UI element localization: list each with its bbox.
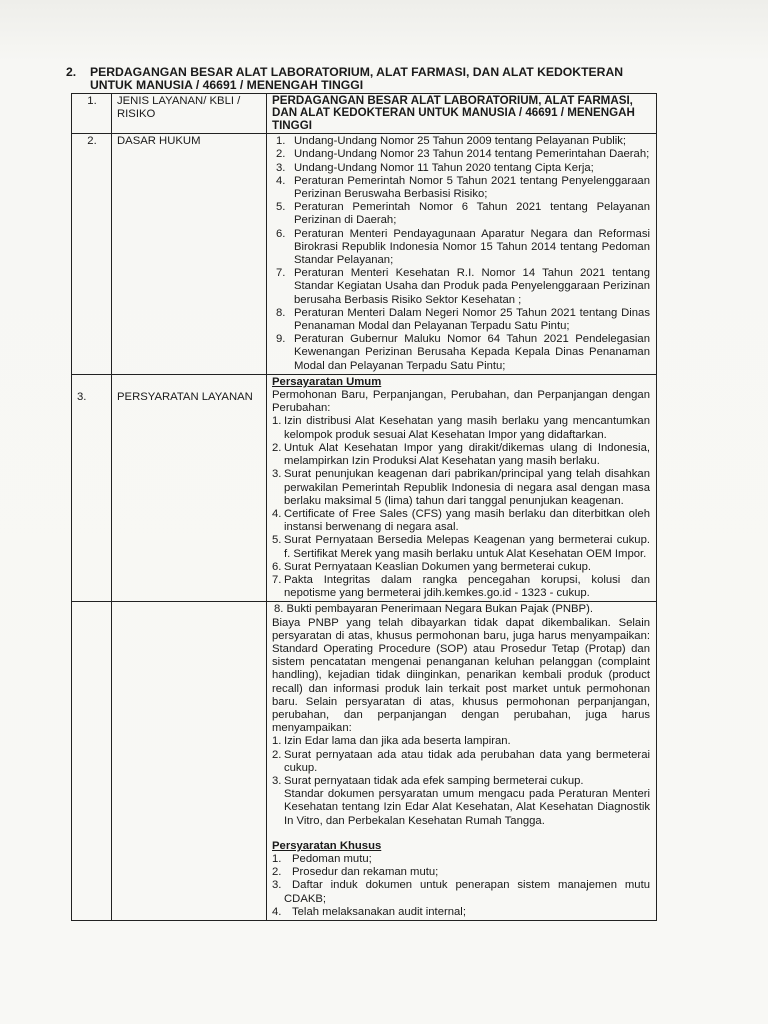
document-standard-note: Standar dokumen persyaratan umum mengacu pada Peraturan Menteri Kesehatan tentang Izin Edar Alat Kesehatan, Alat Kesehatan Diagnostik In Vitro, dan Perbekalan Kesehatan Rumah Tangga.: [284, 788, 650, 827]
list-item: 5. Peraturan Pemerintah Nomor 6 Tahun 2021 tentang Pelayanan Perizinan di Daerah;: [276, 201, 650, 227]
list-item: 2. Undang-Undang Nomor 23 Tahun 2014 tentang Pemerintahan Daerah;: [276, 148, 650, 161]
empty-cell: [72, 602, 112, 921]
section-title-line2: UNTUK MANUSIA / 46691 / MENENGAH TINGGI: [90, 78, 364, 92]
pnbp-paragraph: Biaya PNBP yang telah dibayarkan tidak dapat dikembalikan. Selain persyaratan di atas, khusus permohonan baru, juga harus menyampaikan: Standard Operating Procedure (SOP) atau Prosedur Tetap (Protap) dan sistem pencatatan mengenai penanganan keluhan pelanggan (complaint handling), kejadian tidak diinginkan, penarikan kembali produk (product recall) dan informasi produk lain terkait post market untuk permohonan baru. Selain persyaratan di atas, khusus permohonan perpanjangan, perubahan, dan perpanjangan dengan perubahan, juga harus menyampaikan:: [272, 616, 650, 735]
special-requirements-list: [272, 853, 650, 919]
list-item: 1. Izin distribusi Alat Kesehatan yang masih berlaku yang mencantumkan kelompok produk sesuai Alat Kesehatan Impor yang didaftarkan.: [272, 415, 650, 441]
requirements-intro: Permohonan Baru, Perpanjangan, Perubahan, dan Perpanjangan dengan Perubahan:: [272, 389, 650, 415]
list-item: 2. Surat pernyataan ada atau tidak ada perubahan data yang bermeterai cukup.: [272, 748, 650, 774]
service-standard-table: [71, 93, 657, 921]
list-item: 3. Surat pernyataan tidak ada efek samping bermeterai cukup.: [272, 774, 584, 787]
row-label: DASAR HUKUM: [112, 134, 267, 375]
row-label: PERSYARATAN LAYANAN: [112, 374, 267, 601]
table-row-requirements: [72, 374, 657, 601]
section-number: 2.: [66, 65, 77, 79]
row-number: 3.: [72, 374, 112, 601]
list-item: 1. Izin Edar lama dan jika ada beserta lampiran.: [272, 735, 511, 748]
general-requirements-list: [272, 415, 650, 600]
requirements-continued-cell: [267, 602, 657, 921]
general-requirements-title: Persayaratan Umum: [272, 375, 382, 388]
list-item: 3. Undang-Undang Nomor 11 Tahun 2020 tentang Cipta Kerja;: [276, 161, 594, 174]
list-item: 5. Surat Pernyataan Bersedia Melepas Keagenan yang bermeterai cukup. f. Sertifikat Merek yang masih berlaku untuk Alat Kesehatan OEM Impor.: [272, 534, 650, 560]
table-row-legal-basis: [72, 134, 657, 375]
list-item: 3. Surat penunjukan keagenan dari pabrikan/principal yang telah disahkan perwakilan Pemerintah Republik Indonesia di negara asal dengan masa berlaku maksimal 5 (lima) tahun dari tanggal penunjukan keagenan.: [272, 468, 650, 507]
legal-basis-cell: [267, 134, 657, 375]
list-item: 3. Daftar induk dokumen untuk penerapan sistem manajemen mutu CDAKB;: [272, 879, 650, 905]
list-item: 8. Peraturan Menteri Dalam Negeri Nomor 25 Tahun 2021 tentang Dinas Penanaman Modal dan Pelayanan Terpadu Satu Pintu;: [276, 306, 650, 333]
renewal-requirements-list: [272, 735, 650, 788]
service-type-value: PERDAGANGAN BESAR ALAT LABORATORIUM, ALAT FARMASI, DAN ALAT KEDOKTERAN UNTUK MANUSIA / 46691 / MENENGAH TINGGI: [267, 94, 657, 134]
list-item: 2. Prosedur dan rekaman mutu;: [272, 866, 439, 879]
table-row-service-type: [72, 94, 657, 134]
table-row-requirements-continued: [72, 602, 657, 921]
legal-basis-list: [272, 135, 650, 373]
list-item: 1. Undang-Undang Nomor 25 Tahun 2009 tentang Pelayanan Publik;: [276, 135, 627, 148]
requirements-cell: [267, 374, 657, 601]
list-item: 2. Untuk Alat Kesehatan Impor yang dirakit/dikemas ulang di Indonesia, melampirkan Izin Produksi Alat Kesehatan yang masih berlaku.: [272, 441, 650, 468]
section-title-line1: PERDAGANGAN BESAR ALAT LABORATORIUM, ALAT FARMASI, DAN ALAT KEDOKTERAN: [90, 65, 624, 79]
list-item: 6. Surat Pernyataan Keaslian Dokumen yang bermeterai cukup.: [272, 560, 592, 573]
list-item: 4. Certificate of Free Sales (CFS) yang masih berlaku dan diterbitkan oleh instansi berwenang di negara asal.: [272, 507, 650, 534]
list-item: 6. Peraturan Menteri Pendayagunaan Aparatur Negara dan Reformasi Birokrasi Republik Indonesia Nomor 15 Tahun 2014 tentang Pedoman Standar Pelayanan;: [276, 227, 650, 267]
row-number: 1.: [72, 94, 112, 134]
empty-cell: [112, 602, 267, 921]
list-item: 1. Pedoman mutu;: [272, 852, 372, 865]
list-item: 9. Peraturan Gubernur Maluku Nomor 64 Tahun 2021 Pendelegasian Kewenangan Perizinan Berusaha Kepada Kepala Dinas Penanaman Modal dan Pelayanan Terpadu Satu Pintu;: [276, 333, 650, 372]
row-label: JENIS LAYANAN/ KBLI / RISIKO: [112, 94, 267, 134]
list-item: 4. Telah melaksanakan audit internal;: [272, 905, 466, 918]
list-item: 7. Peraturan Menteri Kesehatan R.I. Nomor 14 Tahun 2021 tentang Standar Kegiatan Usaha dan Produk pada Penyelenggaraan Perizinan berusaha Berbasis Risiko Sektor Kesehatan ;: [276, 267, 650, 306]
pnbp-item: 8. Bukti pembayaran Penerimaan Negara Bukan Pajak (PNBP).: [274, 603, 593, 616]
list-item: 4. Peraturan Pemerintah Nomor 5 Tahun 2021 tentang Penyelenggaraan Perizinan Beruswaha Berbasisi Risiko;: [276, 174, 650, 201]
special-requirements-title: Persyaratan Khusus: [272, 839, 382, 852]
row-number: 2.: [72, 134, 112, 375]
list-item: 7. Pakta Integritas dalam rangka pencegahan korupsi, kolusi dan nepotisme yang bermeterai jdih.kemkes.go.id - 1323 - cukup.: [272, 573, 650, 600]
